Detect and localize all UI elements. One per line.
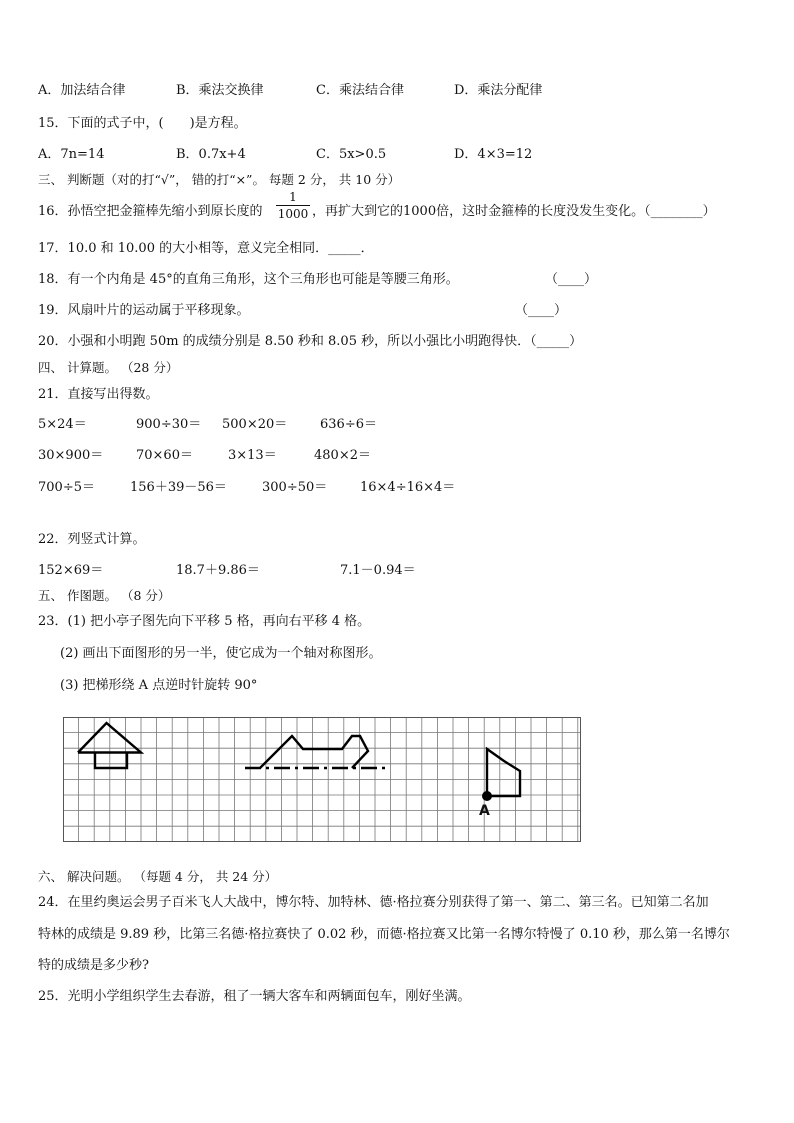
q22-item: 7.1－0.94＝: [340, 563, 416, 578]
q21-item: 700÷5＝: [38, 480, 95, 495]
q16-fraction-bar: [276, 205, 310, 206]
q20-text: 20．小强和小明跑 50m 的成绩分别是 8.50 秒和 8.05 秒，所以小强比小明跑得快．（_____）: [38, 334, 583, 349]
q23-part-2: (2) 画出下面图形的另一半，使它成为一个轴对称图形。: [60, 646, 382, 661]
q15-option-d: D．4×3=12: [454, 147, 533, 162]
q21-item: 300÷50＝: [262, 480, 328, 495]
grid-svg: [63, 717, 581, 842]
q18-text: 18．有一个内角是 45°的直角三角形，这个三角形也可能是等腰三角形。: [38, 272, 459, 287]
q16-fraction-numerator: 1: [289, 190, 297, 204]
q15-stem: 15．下面的式子中，( )是方程。: [38, 116, 247, 131]
q14-option-c: C．乘法结合律: [316, 83, 404, 98]
q16-fraction: [276, 190, 310, 221]
q21-stem: 21．直接写出得数。: [38, 387, 159, 402]
section-3-heading: 三、 判断题（对的打“√”， 错的打“×”。 每题 2 分， 共 10 分）: [38, 172, 401, 187]
q16-text-post: ，再扩大到它的1000倍，这时金箍棒的长度没发生变化。（________）: [312, 204, 716, 219]
q14-option-d: D．乘法分配律: [454, 83, 543, 98]
q21-item: 900÷30＝: [136, 417, 202, 432]
q19-answer-blank[interactable]: （____）: [515, 303, 568, 318]
q21-item: 636÷6＝: [320, 417, 377, 432]
q25-text: 25．光明小学组织学生去春游，租了一辆大客车和两辆面包车，刚好坐满。: [38, 989, 471, 1004]
q21-item: 480×2＝: [314, 448, 371, 463]
q16-fraction-denominator: 1000: [277, 207, 309, 221]
grid-lines: [63, 717, 581, 842]
q21-item: 500×20＝: [222, 417, 288, 432]
q21-item: 16×4÷16×4＝: [360, 480, 456, 495]
section-4-heading: 四、 计算题。 （28 分）: [38, 360, 179, 375]
drawing-grid-figure: [63, 717, 581, 846]
q15-option-b: B．0.7x+4: [176, 147, 246, 162]
q24-line-1: 24．在里约奥运会男子百米飞人大战中，博尔特、加特林、德·格拉赛分别获得了第一、第二、第三名。已知第二名加: [38, 895, 709, 910]
q22-item: 18.7＋9.86＝: [176, 563, 260, 578]
q21-item: 156＋39－56＝: [130, 480, 227, 495]
q21-item: 5×24＝: [38, 417, 87, 432]
q21-item: 3×13＝: [228, 448, 277, 463]
q21-item: 30×900＝: [38, 448, 104, 463]
section-6-heading: 六、 解决问题。 （每题 4 分， 共 24 分）: [38, 869, 278, 884]
q22-item: 152×69＝: [38, 563, 104, 578]
q17-text: 17．10.0 和 10.00 的大小相等，意义完全相同．_____．: [38, 241, 374, 256]
q24-line-3: 特的成绩是多少秒?: [38, 958, 149, 973]
q19-text: 19．风扇叶片的运动属于平移现象。: [38, 303, 250, 318]
q16-text-pre: 16．孙悟空把金箍棒先缩小到原长度的: [38, 204, 263, 219]
q14-option-b: B．乘法交换律: [176, 83, 264, 98]
q14-option-a: A．加法结合律: [38, 83, 126, 98]
point-a-marker: [482, 791, 492, 801]
half-shape: [260, 736, 368, 768]
point-a-label: A: [479, 803, 490, 819]
q15-option-a: A．7n=14: [38, 147, 105, 162]
section-5-heading: 五、 作图题。 （8 分）: [38, 588, 171, 603]
q21-item: 70×60＝: [136, 448, 193, 463]
q24-line-2: 特林的成绩是 9.89 秒，比第三名德·格拉赛快了 0.02 秒，而德·格拉赛又比第一名博尔特慢了 0.10 秒，那么第一名博尔: [38, 927, 730, 942]
q22-stem: 22．列竖式计算。: [38, 532, 146, 547]
q23-part-3: (3) 把梯形绕 A 点逆时针旋转 90°: [60, 678, 258, 693]
q23-part-1: 23．(1) 把小亭子图先向下平移 5 格，再向右平移 4 格。: [38, 614, 371, 629]
q15-option-c: C．5x>0.5: [316, 147, 387, 162]
q18-answer-blank[interactable]: （____）: [545, 272, 598, 287]
